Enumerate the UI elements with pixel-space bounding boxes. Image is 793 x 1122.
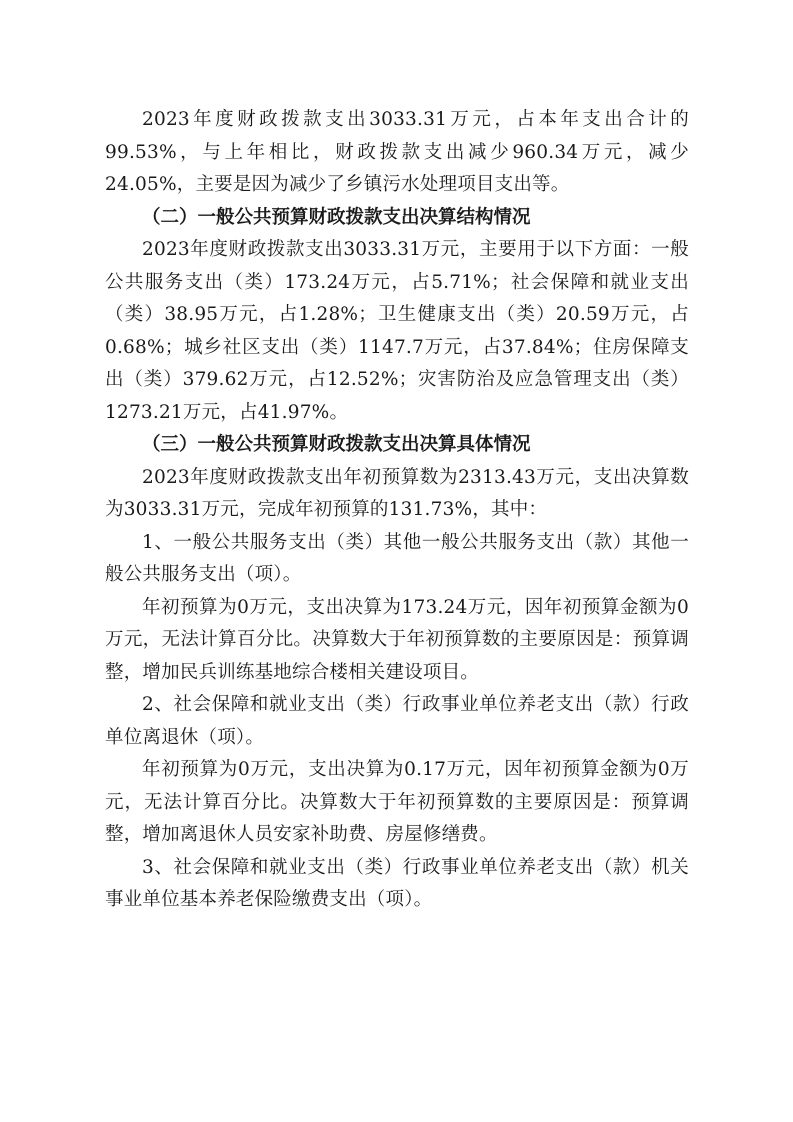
list-item-title-3: 3、社会保障和就业支出（类）行政事业单位养老支出（款）机关事业单位基本养老保险缴费支出（项）。 bbox=[105, 856, 689, 910]
section-heading-structure: （二）一般公共预算财政拨款支出决算结构情况 bbox=[142, 206, 531, 228]
document-page bbox=[105, 104, 689, 917]
paragraph-budget-overview: 2023年度财政拨款支出年初预算数为2313.43万元，支出决算数为3033.31万元，完成年初预算的131.73%，其中： bbox=[105, 466, 689, 520]
section-heading-details: （三）一般公共预算财政拨款支出决算具体情况 bbox=[142, 434, 531, 455]
list-item-title-1: 1、一般公共服务支出（类）其他一般公共服务支出（款）其他一般公共服务支出（项）。 bbox=[105, 531, 689, 585]
list-item-title-2: 2、社会保障和就业支出（类）行政事业单位养老支出（款）行政单位离退休（项）。 bbox=[105, 694, 689, 748]
paragraph-expenditure-structure: 2023年度财政拨款支出3033.31万元，主要用于以下方面：一般公共服务支出（类）173.24万元，占5.71%；社会保障和就业支出（类）38.95万元，占1.28%；卫生健康支出（类）20.59万元，占0.68%；城乡社区支出（类）1147.7万元，占37.84%；住房保障支出（类）379.62万元，占12.52%；灾害防治及应急管理支出（类）1273.21万元，占41.97%。 bbox=[105, 239, 689, 423]
paragraph-expenditure-summary: 2023年度财政拨款支出3033.31万元，占本年支出合计的99.53%，与上年相比，财政拨款支出减少960.34万元，减少24.05%，主要是因为减少了乡镇污水处理项目支出等。 bbox=[105, 109, 689, 195]
list-item-body-1: 年初预算为0万元，支出决算为173.24万元，因年初预算金额为0万元，无法计算百分比。决算数大于年初预算数的主要原因是：预算调整，增加民兵训练基地综合楼相关建设项目。 bbox=[105, 596, 689, 683]
list-item-body-2: 年初预算为0万元，支出决算为0.17万元，因年初预算金额为0万元，无法计算百分比。决算数大于年初预算数的主要原因是：预算调整，增加离退休人员安家补助费、房屋修缮费。 bbox=[105, 759, 689, 845]
